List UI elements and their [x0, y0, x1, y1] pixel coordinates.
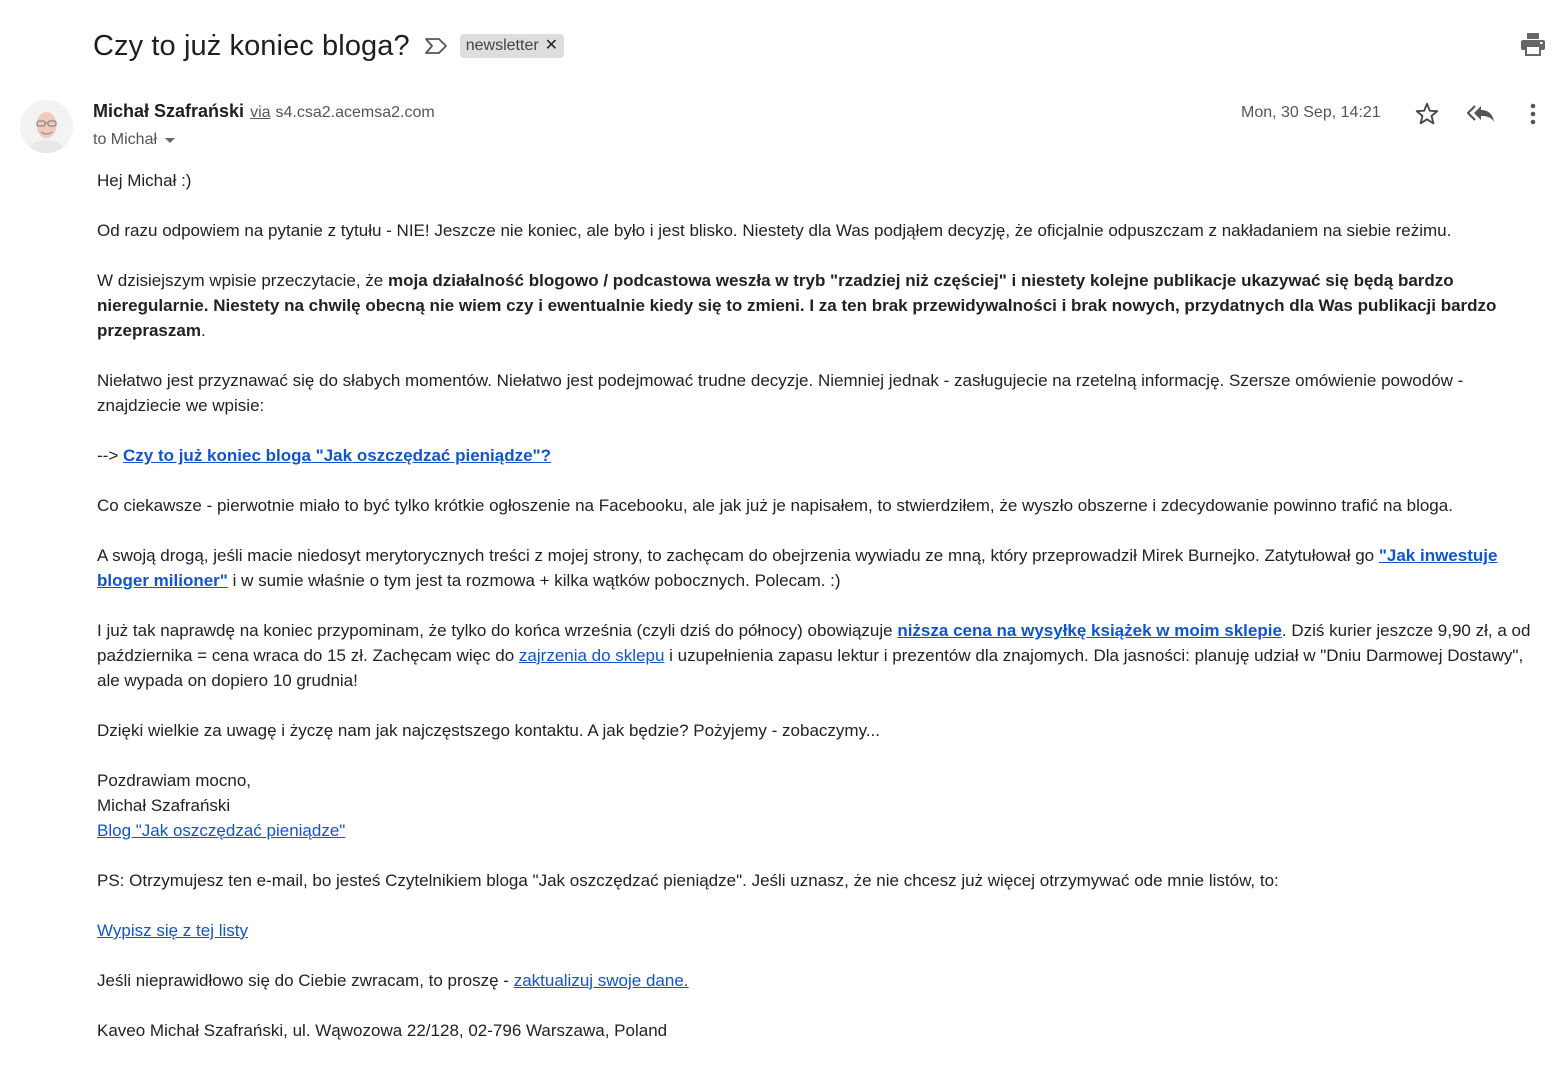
update-text: Jeśli nieprawidłowo się do Ciebie zwracam, to proszę - [97, 971, 514, 990]
interview-link[interactable]: "Jak inwestuje bloger milioner" [97, 546, 1498, 590]
subject-row [93, 24, 564, 68]
shop-link[interactable]: zajrzenia do sklepu [518, 646, 665, 665]
sender-name[interactable]: Michał Szafrański [93, 101, 245, 121]
paragraph-6-end: i uzupełnienia zapasu lektur i prezentów dla znajomych. Dla jasności: planuję udział w "Dniu Darmowej Dostawy", ale wypada on dopiero 10 grudnia! [97, 646, 1524, 690]
label-outline-icon[interactable] [424, 35, 450, 57]
arrow-text: --> [97, 446, 123, 465]
signature [97, 768, 1537, 843]
label-chip-newsletter[interactable] [460, 34, 564, 58]
paragraph-2-intro: W dzisiejszym wpisie przeczytacie, że [97, 271, 388, 290]
paragraph-2 [97, 268, 1537, 343]
paragraph-1: Od razu odpowiem na pytanie z tytułu - NIE! Jeszcze nie koniec, ale było i jest blisko. Niestety dla Was podjąłem decyzję, że oficjalnie odpuszczam z nakładaniem na siebie reżimu. [97, 221, 1452, 240]
more-vertical-icon[interactable] [1519, 100, 1547, 128]
email-subject: Czy to już koniec bloga? [93, 29, 410, 62]
greeting: Hej Michał :) [97, 171, 192, 190]
email-body [97, 168, 1537, 1068]
ps-paragraph: PS: Otrzymujesz ten e-mail, bo jesteś Czytelnikiem bloga "Jak oszczędzać pieniądze". Jeśli uznasz, że nie chcesz już więcej otrzymywać ode mnie listów, to: [97, 871, 1279, 890]
paragraph-7: Dzięki wielkie za uwagę i życzę nam jak najczęstszego kontaktu. A jak będzie? Pożyjemy - zobaczymy... [97, 721, 880, 740]
signature-name: Michał Szafrański [97, 796, 231, 815]
recipients-text: to Michał [93, 131, 158, 148]
printer-icon[interactable] [1520, 32, 1546, 56]
paragraph-6-mid: . Dziś kurier jeszcze 9,90 zł, a od października = cena wraca do 15 zł. Zachęcam więc do [97, 621, 1531, 665]
paragraph-5-end: i w sumie właśnie o tym jest ta rozmowa + kilka wątków pobocznych. Polecam. :) [227, 571, 841, 590]
blog-post-link[interactable]: Czy to już koniec bloga "Jak oszczędzać pieniądze"? [122, 446, 551, 465]
post-link-line [97, 443, 1537, 468]
reply-all-icon[interactable] [1466, 100, 1496, 128]
update-line [97, 968, 1537, 993]
paragraph-3: Niełatwo jest przyznawać się do słabych momentów. Niełatwo jest podejmować trudne decyzje. Niemniej jednak - zasługujecie na rzetelną informację. Szersze omówienie powodów - znajdziecie we wpisie: [97, 371, 1464, 415]
via-link[interactable]: via [250, 104, 271, 121]
blog-link[interactable]: Blog "Jak oszczędzać pieniądze" [97, 821, 346, 840]
paragraph-6-intro: I już tak naprawdę na koniec przypominam, że tylko do końca września (czyli dziś do północy) obowiązuje [97, 621, 898, 640]
update-profile-link[interactable]: zaktualizuj swoje dane. [513, 971, 689, 990]
unsubscribe-line [97, 918, 1537, 943]
label-chip-text: newsletter [465, 37, 539, 54]
paragraph-2-end: . [200, 321, 206, 340]
signature-greeting: Pozdrawiam mocno, [97, 771, 252, 790]
unsubscribe-link[interactable]: Wypisz się z tej listy [97, 921, 248, 940]
sender-line [93, 101, 435, 122]
paragraph-4: Co ciekawsze - pierwotnie miało to być tylko krótkie ogłoszenie na Facebooku, ale jak już je napisałem, to stwierdziłem, że wyszło obszerne i zdecydowanie powinno trafić na bloga. [97, 496, 1453, 515]
star-outline-icon[interactable] [1413, 100, 1441, 128]
paragraph-2-bold: moja działalność blogowo / podcastowa weszła w tryb "rzadziej niż częściej" i niestety kolejne publikacje ukazywać się będą bardzo nieregularnie. Niestety na chwilę obecną nie wiem czy i ewentualnie kiedy się to zmieni. I za ten brak przewidywalności i brak nowych, przydatnych dla Was publikacji bardzo przepraszam [97, 271, 1497, 340]
caret-down-icon[interactable] [165, 138, 175, 143]
paragraph-6 [97, 618, 1537, 693]
email-date: Mon, 30 Sep, 14:21 [1241, 104, 1381, 121]
recipients-line [93, 131, 175, 149]
via-domain: s4.csa2.acemsa2.com [275, 104, 435, 121]
postal-address: Kaveo Michał Szafrański, ul. Wąwozowa 22/128, 02-796 Warszawa, Poland [97, 1021, 668, 1040]
paragraph-5-intro: A swoją drogą, jeśli macie niedosyt merytorycznych treści z mojej strony, to zachęcam do obejrzenia wywiadu ze mną, który przeprowadził Mirek Burnejko. Zatytułował go [97, 546, 1379, 565]
avatar[interactable] [20, 100, 73, 153]
paragraph-5 [97, 543, 1537, 593]
close-icon[interactable]: ✕ [544, 37, 559, 54]
shipping-price-link[interactable]: niższa cena na wysyłkę książek w moim sklepie [897, 621, 1282, 640]
